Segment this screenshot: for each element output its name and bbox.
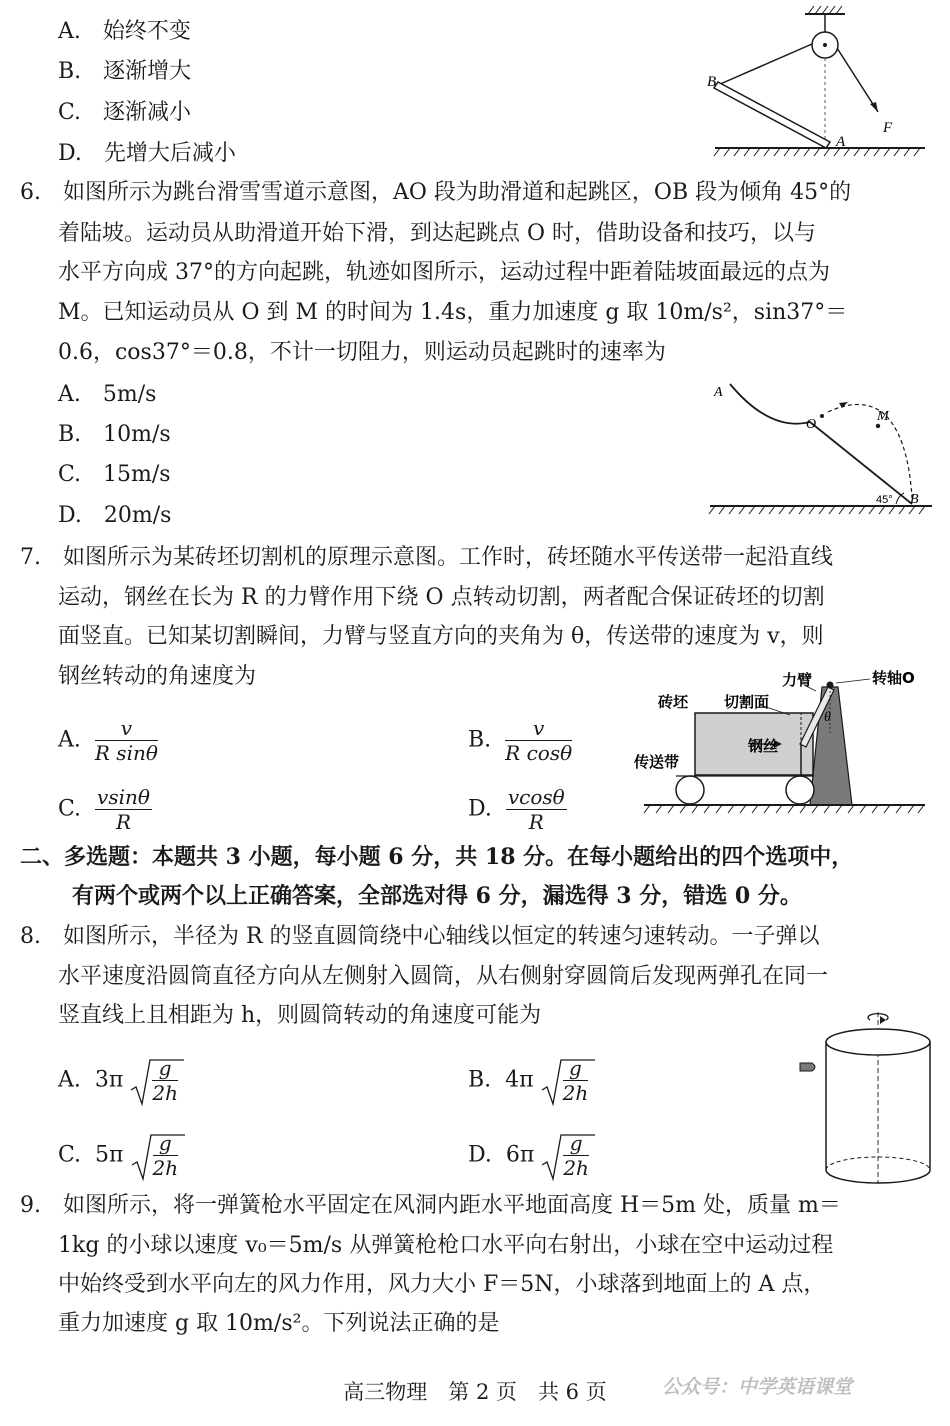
- q7-a-numerator: v: [95, 716, 158, 741]
- q9-text-line: 重力加速度 g 取 10m/s²。下列说法正确的是: [58, 1311, 500, 1336]
- q7-a-denominator: R sinθ: [94, 741, 158, 765]
- q8-option-d-sqrt: [541, 1131, 589, 1180]
- q7-label-arm: 力臂: [782, 671, 813, 689]
- q7-d-numerator: vcosθ: [507, 785, 565, 809]
- q6-label-a: A: [714, 385, 723, 400]
- q7-c-denominator: R: [115, 810, 132, 834]
- watermark: 公众号：中学英语课堂: [662, 1376, 853, 1398]
- q8-text-line: 竖直线上且相距为 h，则圆筒转动的角速度可能为: [58, 1003, 542, 1028]
- q6-text-line: 0.6，cos37°＝0.8，不计一切阻力，则运动员起跳时的速率为: [58, 340, 666, 365]
- q8-option-a-sqrt: [130, 1056, 178, 1105]
- q6-label-angle: 45°: [876, 494, 893, 506]
- q7-option-a-fraction: [95, 716, 158, 765]
- sqrt-denominator: 2h: [152, 1081, 178, 1105]
- sqrt-denominator: 2h: [152, 1156, 179, 1180]
- q7-option-a-label: A.: [58, 727, 81, 753]
- q6-ski-jump-figure: [700, 372, 940, 522]
- q8-option-b-sqrt: [541, 1056, 589, 1105]
- q8-option-d-label: D.: [468, 1142, 492, 1168]
- q5-option-a: A. 始终不变: [58, 19, 191, 44]
- q8-option-c-coef: 5π: [95, 1142, 124, 1168]
- q7-option-d: [468, 785, 567, 834]
- q5-label-f: F: [883, 120, 893, 136]
- q8-option-a-label: A.: [58, 1067, 81, 1093]
- sqrt-numerator: g: [153, 1131, 179, 1156]
- q5-option-b: B. 逐渐增大: [58, 59, 192, 84]
- q8-option-a-coef: 3π: [94, 1067, 124, 1093]
- q8-option-d-coef: 6π: [505, 1142, 535, 1168]
- q8-option-b-label: B.: [468, 1067, 492, 1093]
- q7-option-d-label: D.: [468, 796, 492, 822]
- q7-text-line: 运动，钢丝在长为 R 的力臂作用下绕 O 点转动切割，两者配合保证砖坯的切割: [58, 585, 825, 610]
- q8-option-a: [58, 1056, 178, 1105]
- q8-option-b-coef: 4π: [505, 1067, 534, 1093]
- q7-option-c-label: C.: [58, 796, 82, 822]
- q7-option-c-fraction: [95, 785, 152, 834]
- q6-label-o: O: [806, 417, 817, 432]
- q8-option-b: [468, 1056, 588, 1105]
- q5-option-c: C. 逐渐减小: [58, 100, 192, 125]
- q7-label-brick: 砖坯: [658, 693, 689, 711]
- q5-label-a: A: [836, 134, 846, 150]
- q6-option-b: B. 10m/s: [58, 422, 171, 447]
- sqrt-numerator: g: [563, 1056, 589, 1081]
- q7-option-d-fraction: [506, 785, 567, 834]
- q7-option-b-fraction: [505, 716, 572, 765]
- q7-option-b: [468, 716, 572, 765]
- page-footer: 高三物理 第 2 页 共 6 页: [343, 1380, 607, 1404]
- q8-option-c: [58, 1131, 178, 1180]
- q5-label-b: B: [707, 74, 717, 90]
- q8-option-c-label: C.: [58, 1142, 82, 1168]
- q9-text-line: 1kg 的小球以速度 v₀＝5m/s 从弹簧枪枪口水平向右射出，小球在空中运动过程: [58, 1233, 834, 1258]
- q8-option-c-sqrt: [131, 1131, 179, 1180]
- q6-option-a: A. 5m/s: [58, 382, 157, 407]
- q6-label-b: B: [910, 492, 919, 507]
- q7-c-numerator: vsinθ: [97, 785, 150, 809]
- q8-text-line: 水平速度沿圆筒直径方向从左侧射入圆筒，从右侧射穿圆筒后发现两弹孔在同一: [58, 964, 829, 989]
- q7-label-belt: 传送带: [634, 753, 680, 771]
- section-2-title: 二、多选题：本题共 3 小题，每小题 6 分，共 18 分。在每小题给出的四个选项中，: [20, 844, 854, 870]
- q7-option-b-label: B.: [468, 727, 492, 753]
- q8-cylinder-figure: [790, 1008, 940, 1193]
- q7-b-numerator: v: [505, 716, 572, 741]
- sqrt-denominator: 2h: [563, 1156, 589, 1180]
- q9-text-line: 9. 如图所示，将一弹簧枪水平固定在风洞内距水平地面高度 H＝5m 处，质量 m＝: [20, 1193, 841, 1218]
- sqrt-numerator: g: [152, 1056, 178, 1081]
- q9-text-line: 中始终受到水平向左的风力作用，风力大小 F＝5N，小球落到地面上的 A 点，: [58, 1272, 826, 1297]
- q5-pulley-figure: [700, 0, 940, 165]
- q7-label-axis: 转轴O: [872, 669, 915, 687]
- q7-option-c: [58, 785, 152, 834]
- q6-text-line: 着陆坡。运动员从助滑道开始下滑，到达起跳点 O 时，借助设备和技巧，以与: [58, 221, 817, 246]
- q6-option-d: D. 20m/s: [58, 503, 172, 528]
- q6-text-line: 水平方向成 37°的方向起跳，轨迹如图所示，运动过程中距着陆坡面最远的点为: [58, 260, 830, 285]
- q6-label-m: M: [877, 409, 889, 424]
- sqrt-numerator: g: [563, 1131, 589, 1156]
- q7-text-line: 面竖直。已知某切割瞬间，力臂与竖直方向的夹角为 θ，传送带的速度为 v，则: [58, 624, 824, 649]
- q6-text-line: 6. 如图所示为跳台滑雪雪道示意图，AO 段为助滑道和起跳区，OB 段为倾角 45°的: [20, 180, 852, 205]
- q7-text-line: 钢丝转动的角速度为: [58, 664, 257, 689]
- q7-label-wire: 钢丝: [748, 737, 779, 755]
- q7-cutter-figure: [630, 665, 935, 815]
- sqrt-denominator: 2h: [562, 1081, 589, 1105]
- q7-option-a: [58, 716, 158, 765]
- q6-text-line: M。已知运动员从 O 到 M 的时间为 1.4s，重力加速度 g 取 10m/s²，sin37°＝: [58, 300, 848, 325]
- q8-text-line: 8. 如图所示，半径为 R 的竖直圆筒绕中心轴线以恒定的转速匀速转动。一子弹以: [20, 924, 820, 949]
- q7-d-denominator: R: [528, 810, 544, 834]
- q7-label-cut: 切割面: [724, 693, 770, 711]
- q7-label-theta: θ: [824, 710, 831, 725]
- q5-option-d: D. 先增大后减小: [58, 141, 236, 166]
- q7-b-denominator: R cosθ: [505, 741, 573, 765]
- section-2-rules: 有两个或两个以上正确答案，全部选对得 6 分，漏选得 3 分，错选 0 分。: [72, 883, 802, 909]
- q7-text-line: 7. 如图所示为某砖坯切割机的原理示意图。工作时，砖坯随水平传送带一起沿直线: [20, 545, 833, 570]
- q8-option-d: [468, 1131, 589, 1180]
- q6-option-c: C. 15m/s: [58, 462, 171, 487]
